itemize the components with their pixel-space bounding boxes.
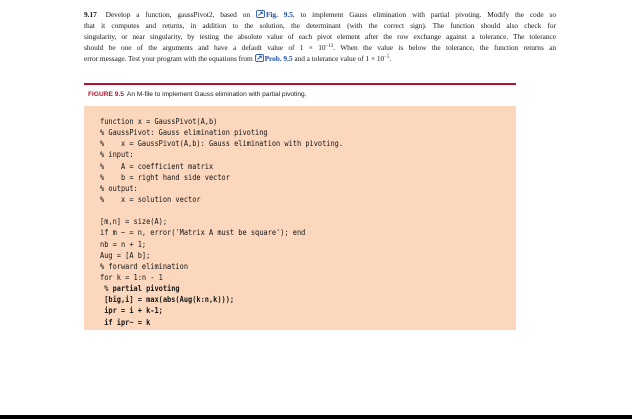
code-line: nb = n + 1; [100,238,147,249]
figure-caption-text: An M-file to implement Gauss elimination with partial pivoting. [126,91,307,98]
figure-reference-label: Fig. 9.5 [265,10,293,19]
code-line: [m,n] = size(A); [100,216,168,227]
code-line: % b = right hand side vector [100,171,230,182]
problem-reference-link[interactable] [255,54,293,63]
code-line: % output: [100,182,138,193]
code-line: % forward elimination [100,260,189,271]
problem-reference-label: Prob. 9.5 [264,53,293,63]
problem-text: , to implement Gauss elimination with partial pivoting. Modify the code so [292,10,556,19]
code-line: if m ~ = n, error('Matrix A must be square'); end [100,227,306,238]
problem-line-4 [84,43,556,54]
problem-text: and a tolerance value of 1 × 10 [294,53,385,63]
tolerance-exponent: −12 [325,43,334,49]
code-line: % A = coefficient matrix [100,160,214,171]
tolerance-exponent: −5 [384,54,390,60]
problem-text: error message. Test your program with the equations from [84,53,253,63]
code-line: if ipr~ = k [100,316,151,327]
problem-number: 9.17 [84,10,97,19]
external-link-icon [256,10,265,18]
external-link-icon [255,54,264,62]
code-listing [100,116,343,328]
figure-caption [88,91,307,98]
figure-divider [84,83,516,85]
problem-text: should be one of the arguments and have a default value of 1 × 10 [84,42,326,52]
code-line: % input: [100,149,134,160]
problem-text: . [389,53,392,63]
problem-text: . When the value is below the tolerance, the function returns an [333,42,557,52]
code-line [100,205,343,216]
problem-line-3: singularity, or near singularity, by testing the absolute value of each pivot element after the row exchange against a tolerance. The tolerance [84,31,556,41]
code-line: [big,i] = max(abs(Aug(k:n,k))); [100,294,235,305]
code-line: % partial pivoting [100,283,180,294]
code-line: % GaussPivot: Gauss elimination pivoting [100,127,268,138]
code-line: Aug = [A b]; [100,249,151,260]
code-line: ipr = i + k-1; [100,305,163,316]
page-bottom-edge [0,415,632,419]
problem-line-5 [84,54,556,65]
code-line: for k = 1:n - 1 [100,271,163,282]
code-line: % x = GaussPivot(A,b): Gauss elimination with pivoting. [100,138,344,149]
figure-label: FIGURE 9.5 [88,91,124,98]
figure-reference-link[interactable] [256,10,293,19]
code-line: % x = solution vector [100,193,201,204]
code-line: function x = GaussPivot(A,b) [100,116,218,126]
problem-9-17 [84,10,556,65]
problem-text: Develop a function, gaussPivot2, based on [105,10,251,19]
problem-line-2: that it computes and returns, in addition to the solution, the determinant (with the correct sign). The function should also check for [84,20,556,30]
problem-line-1 [84,10,556,21]
